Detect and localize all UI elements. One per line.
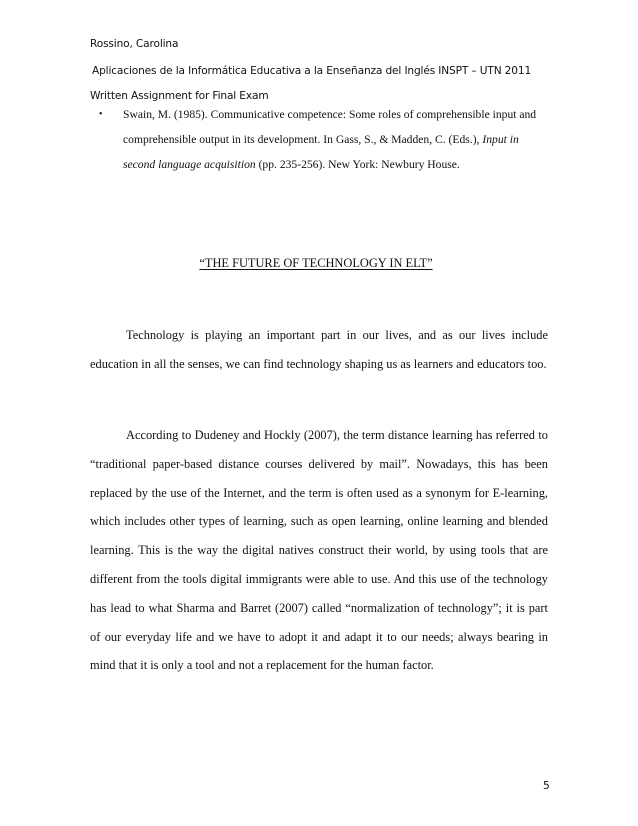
reference-line-2: [99, 127, 569, 152]
reference-entry: [99, 102, 569, 177]
header-course: Aplicaciones de la Informática Educativa a la Enseñanza del Inglés INSPT – UTN 2011: [92, 65, 532, 77]
bullet-icon: •: [99, 109, 103, 120]
paragraph-2-text: According to Dudeney and Hockly (2007), the term distance learning has referred to “traditional paper-based distance courses delivered by mail”. Nowadays, this has been replaced by the use of the Internet, and the term is often used as a synonym for E-learning, which includes other types of learning, such as open learning, online learning and blended learning. This is the way the digital natives construct their world, by using tools that are different from the tools digital immigrants were able to use. And this use of the technology has lead to what Sharma and Barret (2007) called “normalization of technology”; it is part of our everyday life and we have to adopt it and adapt it to our needs; always bearing in mind that it is only a tool and not a replacement for the human factor.: [90, 428, 548, 673]
page-number: 5: [543, 780, 550, 792]
reference-line-2-text: comprehensible output in its development. In Gass, S., & Madden, C. (Eds.),: [123, 133, 483, 146]
paragraph-1-text: Technology is playing an important part in our lives, and as our lives include education in all the senses, we can find technology shaping us as learners and educators too.: [90, 328, 548, 371]
reference-book-title-part-2: second language acquisition: [123, 158, 256, 171]
header-assignment: Written Assignment for Final Exam: [90, 90, 269, 102]
essay-paragraph-2: [90, 421, 548, 680]
reference-line-3-text: (pp. 235-256). New York: Newbury House.: [255, 158, 460, 171]
essay-title: “THE FUTURE OF TECHNOLOGY IN ELT”: [199, 256, 433, 270]
reference-line-3: [99, 152, 569, 177]
essay-paragraph-1: [90, 321, 548, 379]
reference-book-title-part-1: Input in: [482, 133, 519, 146]
header-author: Rossino, Carolina: [90, 38, 179, 50]
reference-line-1: Swain, M. (1985). Communicative competence: Some roles of comprehensible input and: [123, 108, 537, 121]
